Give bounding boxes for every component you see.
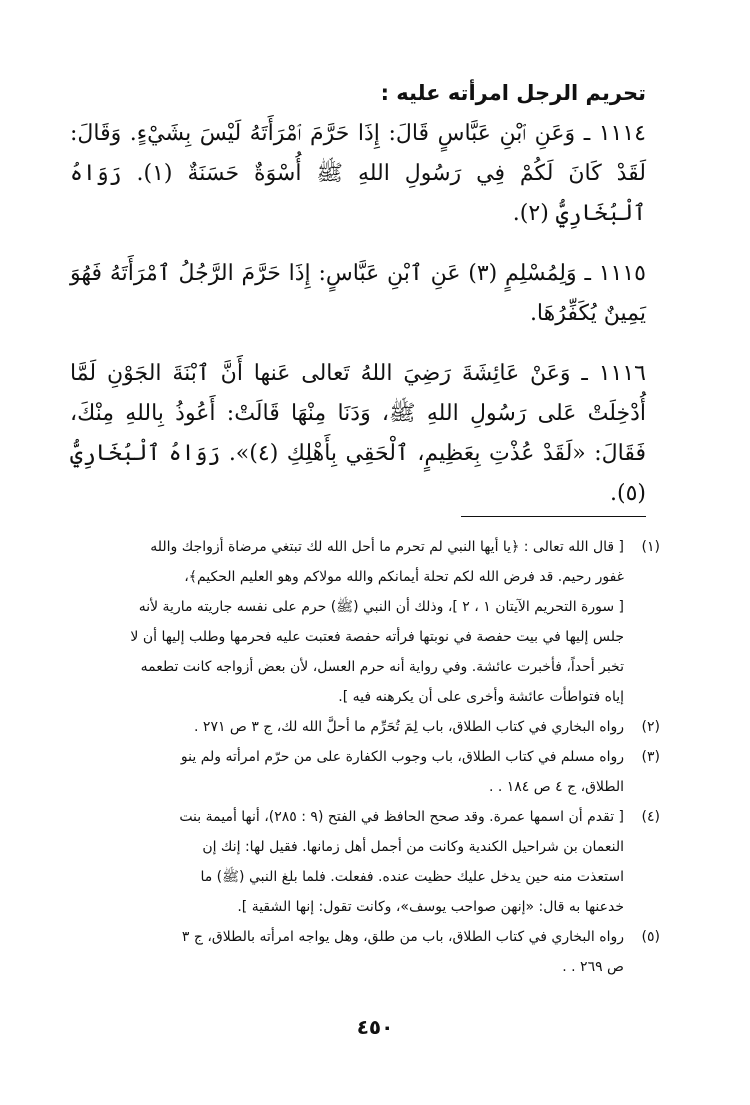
section-heading: تحريم الرجل امرأته عليه :	[380, 81, 646, 105]
footnote-line: رواه البخاري في كتاب الطلاق، باب من طلق، وهل يواجه امرأته بالطلاق، ج ٣	[181, 929, 624, 945]
hadith-text: وَعَنْ عَائِشَةَ رَضِيَ اللهُ تَعالى عَنها أَنَّ ٱبْنَةَ الجَوْنِ لَمَّا أُدْخِلَتْ عَلى رَسُولِ اللهِ ﷺ، وَدَنَا مِنْهَا قَالَتْ: أَعُوذُ بِاللهِ مِنْكَ، فَقَالَ: «لَقَدْ عُذْتِ بِعَظِيمٍ، ٱلْحَقِي بِأَهْلِكِ (٤)». رَوَاهُ ٱلْبُخَارِيُّ (٥).	[70, 361, 646, 506]
footnote-line: [ سورة التحريم الآيتان ١ ، ٢ ]، وذلك أن النبي (ﷺ) حرم على نفسه جاريته مارية لأنه	[138, 599, 624, 615]
hadith-1116	[70, 354, 646, 514]
footnote-line: ص ٢٦٩ . .	[562, 959, 624, 975]
hadith-1115	[70, 254, 646, 334]
footnote-line: [ قال الله تعالى : ﴿يا أيها النبي لم تحرم ما أحل الله لك تبتغي مرضاة أزواجك والله	[150, 539, 624, 555]
footnote-5	[62, 922, 660, 982]
footnote-body	[62, 712, 624, 742]
main-text	[70, 78, 646, 534]
page-number: ٤٥٠	[356, 1015, 394, 1039]
footnote-line: استعذت منه حين يدخل عليك حظيت عنده. ففعلت. فلما بلغ النبي (ﷺ) ما	[200, 869, 624, 885]
hadith-text: وَعَنِ ٱبْنِ عَبَّاسٍ قَالَ: إِذَا حَرَّمَ ٱمْرَأَتَهُ لَيْسَ بِشَيْءٍ. وَقَالَ: لَقَدْ كَانَ لَكُمْ فِي رَسُولِ اللهِ ﷺ أُسْوَةٌ حَسَنَةٌ (١). رَوَاهُ ٱلْبُخَارِيُّ (٢).	[70, 121, 646, 226]
footnote-2	[62, 712, 660, 742]
footnote-line: خدعنها به قال: «إنهن صواحب يوسف»، وكانت تقول: إنها الشقية ].	[237, 899, 624, 915]
hadith-number: ١١١٤ ـ	[583, 121, 646, 146]
footnote-mark: (٢)	[641, 719, 660, 735]
footnote-3	[62, 742, 660, 802]
footnote-line: رواه مسلم في كتاب الطلاق، باب وجوب الكفارة على من حرّم امرأته ولم ينو	[180, 749, 624, 765]
hadith-number: ١١١٦ ـ	[581, 361, 646, 386]
footnote-line: غفور رحيم. قد فرض الله لكم تحلة أيمانكم والله مولاكم وهو العليم الحكيم﴾،	[184, 569, 624, 585]
footnote-1	[62, 532, 660, 712]
footnote-line: النعمان بن شراحيل الكندية وكانت من أجمل أهل زمانها. فقيل لها: إنك إن	[202, 839, 624, 855]
footnote-body	[62, 742, 624, 802]
footnote-mark: (٥)	[641, 929, 660, 945]
footnote-line: جلس إليها في بيت حفصة في نوبتها فرأته حفصة فعتبت عليه فحرمها وطلب إليها أن لا	[130, 629, 624, 645]
footnote-mark: (٤)	[641, 809, 660, 825]
footnote-4	[62, 802, 660, 922]
footnotes	[62, 532, 660, 982]
footnote-line: إياه فتواطأت عائشة وأخرى على أن يكرهنه فيه ].	[338, 689, 624, 705]
footnote-mark: (٣)	[641, 749, 660, 765]
footnote-body	[62, 802, 624, 922]
hadith-1114	[70, 114, 646, 234]
footnote-line: [ تقدم أن اسمها عمرة. وقد صحح الحافظ في الفتح (٩ : ٢٨٥)، أنها أميمة بنت	[179, 809, 624, 825]
footnote-line: الطلاق، ج ٤ ص ١٨٤ . .	[488, 779, 624, 795]
footnote-line: رواه البخاري في كتاب الطلاق، باب لِمَ تُحَرِّم ما أحلَّ الله لك، ج ٣ ص ٢٧١ .	[194, 719, 624, 735]
footnote-line: تخبر أحداً، فأخبرت عائشة. وفي رواية أنه حرم العسل، لأن بعض أزواجه كانت تطعمه	[140, 659, 624, 675]
footnote-mark: (١)	[641, 539, 660, 555]
hadith-text: وَلِمُسْلِمٍ (٣) عَنِ ٱبْنِ عَبَّاسٍ: إِذَا حَرَّمَ الرَّجُلُ ٱمْرَأَتَهُ فَهُوَ يَمِينٌ يُكَفِّرُهَا.	[70, 261, 646, 326]
footnote-body	[62, 532, 624, 712]
footnote-body	[62, 922, 624, 982]
hadith-number: ١١١٥ ـ	[584, 261, 646, 286]
footnote-separator	[461, 516, 646, 517]
